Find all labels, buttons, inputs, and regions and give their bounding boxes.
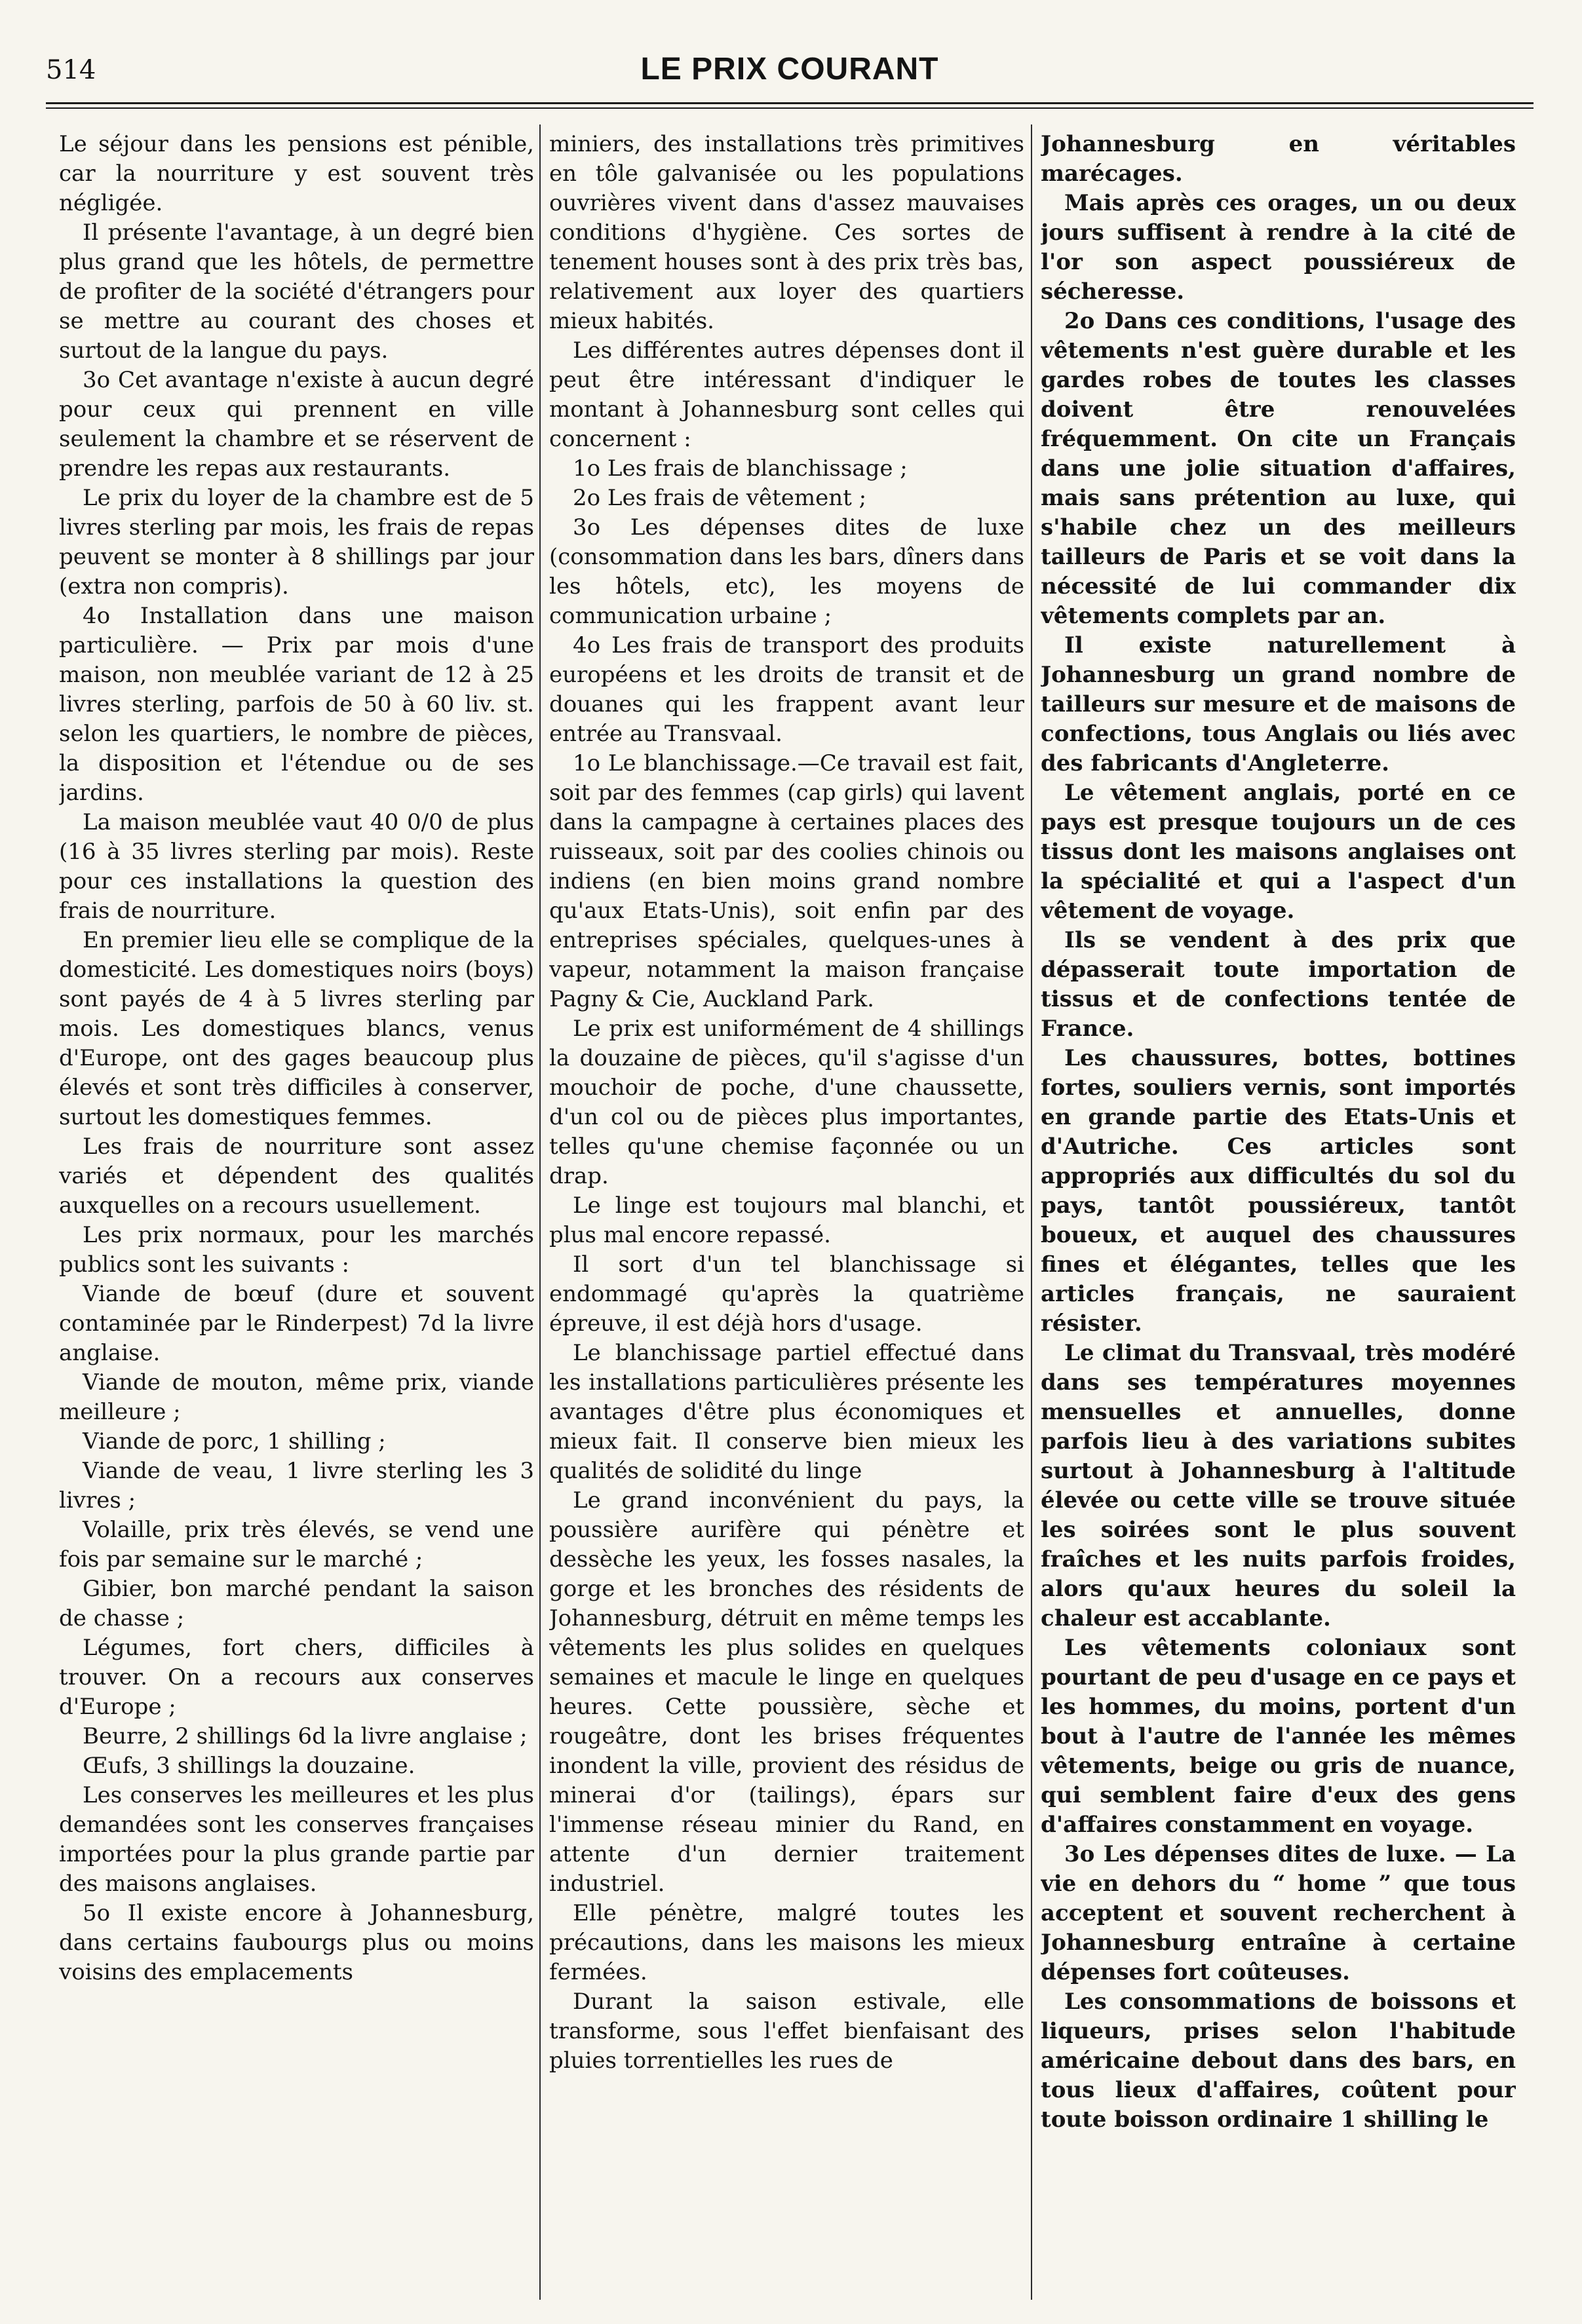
paragraph: Durant la saison estivale, elle transforme, sous l'effet bienfaisant des pluies torrentielles les rues de [549, 1989, 1024, 2074]
paragraph: Mais après ces orages, un ou deux jours suffisent à rendre à la cité de l'or son aspect poussiéreux de sécheresse. [1041, 190, 1516, 305]
paragraph: Légumes, fort chers, difficiles à trouver. On a recours aux conserves d'Europe ; [59, 1635, 534, 1720]
paragraph: 3o Les dépenses dites de luxe (consommation dans les bars, dîners dans les hôtels, etc), les moyens de communication urbaine ; [549, 514, 1024, 629]
paragraph: Il existe naturellement à Johannesburg un grand nombre de tailleurs sur mesure et de maisons de confections, tous Anglais ou liés avec des fabricants d'Angleterre. [1041, 632, 1516, 776]
paragraph: 3o Cet avantage n'existe à aucun degré pour ceux qui prennent en ville seulement la chambre et se réservent de prendre les repas aux restaurants. [59, 367, 534, 482]
paragraph: Les chaussures, bottes, bottines fortes, souliers vernis, sont importés en grande partie des Etats-Unis et d'Autriche. Ces articles sont appropriés aux difficultés du sol du pays, tantôt poussiéreux, tantôt boueux, et auquel des chaussures fines et élégantes, telles que les articles français, ne sauraient résister. [1041, 1045, 1516, 1337]
paragraph: Viande de porc, 1 shilling ; [83, 1428, 386, 1455]
column-1 [59, 130, 534, 2298]
paragraph: Le climat du Transvaal, très modéré dans ses températures moyennes mensuelles et annuelles, donne parfois lieu à des variations subites surtout à Johannesburg à l'altitude élevée ou cette ville se trouve située les soirées sont le plus souvent fraîches et les nuits parfois froides, alors qu'aux heures du soleil la chaleur est accablante. [1041, 1340, 1516, 1631]
paragraph: Beurre, 2 shillings 6d la livre anglaise ; [83, 1723, 528, 1749]
paragraph: Viande de veau, 1 livre sterling les 3 livres ; [59, 1458, 534, 1514]
paragraph: 3o Les dépenses dites de luxe. — La vie en dehors du “ home ” que tous acceptent et souvent recherchent à Johannesburg entraîne à certaine dépenses fort coûteuses. [1041, 1841, 1516, 1985]
paragraph: Volaille, prix très élevés, se vend une fois par semaine sur le marché ; [59, 1517, 534, 1572]
paragraph: Il sort d'un tel blanchissage si endommagé qu'après la quatrième épreuve, il est déjà hors d'usage. [549, 1251, 1024, 1337]
column-3 [1041, 130, 1516, 2298]
journal-title: LE PRIX COURANT [640, 52, 939, 86]
paragraph: Le grand inconvénient du pays, la poussière aurifère qui pénètre et dessèche les yeux, les fosses nasales, la gorge et les bronches des résidents de Johannesburg, détruit en même temps les vêtements les plus solides en quelques semaines et macule le linge en quelques heures. Cette poussière, sèche et rougeâtre, dont les brises fréquentes inondent la ville, provient des résidus de minerai d'or (tailings), épars sur l'immense réseau minier du Rand, en attente d'un dernier traitement industriel. [549, 1487, 1024, 1897]
paragraph: Le prix est uniformément de 4 shillings la douzaine de pièces, qu'il s'agisse d'un mouchoir de poche, d'une chaussette, d'un col ou de pièces plus importantes, telles qu'une chemise façonnée ou un drap. [549, 1016, 1024, 1189]
paragraph: Gibier, bon marché pendant la saison de chasse ; [59, 1576, 534, 1631]
paragraph: Elle pénètre, malgré toutes les précautions, dans les maisons les mieux fermées. [549, 1900, 1024, 1985]
paragraph: 2o Les frais de vêtement ; [573, 485, 867, 511]
header-rule-bottom [46, 107, 1534, 109]
column-rule [1031, 124, 1032, 2300]
page-header [46, 47, 1534, 100]
paragraph: Le vêtement anglais, porté en ce pays est presque toujours un de ces tissus dont les maisons anglaises ont la spécialité et qui a l'aspect d'un vêtement de voyage. [1041, 780, 1516, 924]
paragraph: Ils se vendent à des prix que dépasserait toute importation de tissus et de confections tentée de France. [1041, 927, 1516, 1042]
paragraph: 4o Les frais de transport des produits européens et les droits de transit et de douanes qui les frappent avant leur entrée au Transvaal. [549, 632, 1024, 747]
paragraph: Le prix du loyer de la chambre est de 5 livres sterling par mois, les frais de repas peuvent se monter à 8 shillings par jour (extra non compris). [59, 485, 534, 600]
paragraph: Il présente l'avantage, à un degré bien plus grand que les hôtels, de permettre de profiter de la société d'étrangers pour se mettre au courant des choses et surtout de la langue du pays. [59, 219, 534, 364]
column-2 [549, 130, 1024, 2298]
paragraph: Les vêtements coloniaux sont pourtant de peu d'usage en ce pays et les hommes, du moins, portent d'un bout à l'autre de l'année les mêmes vêtements, beige ou gris de nuance, qui semblent faire d'eux des gens d'affaires constamment en voyage. [1041, 1635, 1516, 1838]
page-number: 514 [46, 55, 96, 85]
column-rule [539, 124, 541, 2300]
paragraph: La maison meublée vaut 40 0/0 de plus (16 à 35 livres sterling par mois). Reste pour ces installations la question des frais de nourriture. [59, 809, 534, 924]
paragraph: Le blanchissage partiel effectué dans les installations particulières présente les avantages d'être plus économiques et mieux fait. Il conserve bien mieux les qualités de solidité du linge [549, 1340, 1024, 1484]
paragraph: Les prix normaux, pour les marchés publics sont les suivants : [59, 1222, 534, 1278]
paragraph: Les différentes autres dépenses dont il peut être intéressant d'indiquer le montant à Johannesburg sont celles qui concernent : [549, 337, 1024, 452]
paragraph: 5o Il existe encore à Johannesburg, dans certains faubourgs plus ou moins voisins des emplacements [59, 1900, 534, 1985]
paragraph: Les conserves les meilleures et les plus demandées sont les conserves françaises importées pour la plus grande partie par des maisons anglaises. [59, 1782, 534, 1897]
paragraph: 1o Les frais de blanchissage ; [573, 455, 908, 482]
paragraph: Viande de bœuf (dure et souvent contaminée par le Rinderpest) 7d la livre anglaise. [59, 1281, 534, 1366]
paragraph: Les frais de nourriture sont assez variés et dépendent des qualités auxquelles on a recours usuellement. [59, 1133, 534, 1219]
paragraph: Viande de mouton, même prix, viande meilleure ; [59, 1369, 534, 1425]
paragraph: Le séjour dans les pensions est pénible, car la nourriture y est souvent très négligée. [59, 131, 534, 216]
paragraph: 1o Le blanchissage.—Ce travail est fait, soit par des femmes (cap girls) qui lavent dans la campagne à certaines places des ruisseaux, soit par des coolies chinois ou indiens (en bien moins grand nombre qu'aux Etats-Unis), soit enfin par des entreprises spéciales, quelques-unes à vapeur, notamment la maison française Pagny & Cie, Auckland Park. [549, 750, 1024, 1012]
paragraph: Les consommations de boissons et liqueurs, prises selon l'habitude américaine debout dans des bars, en tous lieux d'affaires, coûtent pour toute boisson ordinaire 1 shilling le [1041, 1989, 1516, 2133]
paragraph: miniers, des installations très primitives en tôle galvanisée ou les populations ouvrières vivent dans d'assez mauvaises conditions d'hygiène. Ces sortes de tenement houses sont à des prix très bas, relativement aux loyer des quartiers mieux habités. [549, 131, 1024, 334]
paragraph: Œufs, 3 shillings la douzaine. [83, 1753, 415, 1779]
paragraph: Le linge est toujours mal blanchi, et plus mal encore repassé. [549, 1192, 1024, 1248]
paragraph: 2o Dans ces conditions, l'usage des vêtements n'est guère durable et les gardes robes de toutes les classes doivent être renouvelées fréquemment. On cite un Français dans une jolie situation d'affaires, mais sans prétention au luxe, qui s'habile chez un des meilleurs tailleurs de Paris et se voit dans la nécessité de lui commander dix vêtements complets par an. [1041, 308, 1516, 629]
paragraph: En premier lieu elle se complique de la domesticité. Les domestiques noirs (boys) sont payés de 4 à 5 livres sterling par mois. Les domestiques blancs, venus d'Europe, ont des gages beaucoup plus élevés et sont très difficiles à conserver, surtout les domestiques femmes. [59, 927, 534, 1130]
header-rule-top [46, 102, 1534, 104]
paragraph: Johannesburg en véritables marécages. [1041, 131, 1516, 187]
paragraph: 4o Installation dans une maison particulière. — Prix par mois d'une maison, non meublée variant de 12 à 25 livres sterling, parfois de 50 à 60 liv. st. selon les quartiers, le nombre de pièces, la disposition et l'étendue ou de ses jardins. [59, 603, 534, 806]
